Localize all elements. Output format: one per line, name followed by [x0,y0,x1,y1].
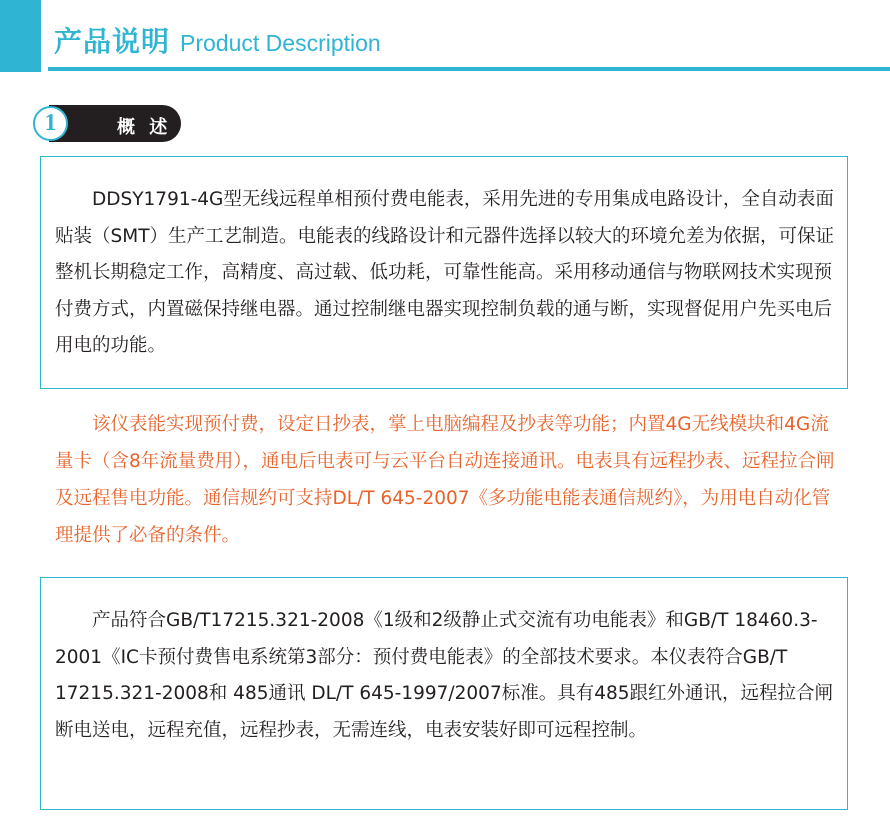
header-divider [48,67,890,71]
page-title [54,20,381,60]
section-label: 概 述 [117,117,172,138]
description-paragraph-highlight: 该仪表能实现预付费，设定日抄表，掌上电脑编程及抄表等功能；内置4G无线模块和4G流量卡（含8年流量费用），通电后电表可与云平台自动连接通讯。电表具有远程抄表、远程拉合闸及远程售电功能。通信规约可支持DL/T 645-2007《多功能电能表通信规约》，为用电自动化管理提供了必备的条件。 [55,414,835,546]
description-paragraph-1: DDSY1791-4G型无线远程单相预付费电能表，采用先进的专用集成电路设计，全自动表面贴装（SMT）生产工艺制造。电能表的线路设计和元器件选择以较大的环境允差为依据，可保证整机长期稳定工作，高精度、高过载、低功耗，可靠性能高。采用移动通信与物联网技术实现预付费方式，内置磁保持继电器。通过控制继电器实现控制负载的通与断，实现督促用户先买电后用电的功能。 [55,189,835,356]
page-title-english: Product Description [180,30,381,56]
header-accent-bar [0,0,41,72]
page-title-chinese: 产品说明 [54,25,171,58]
description-paragraph-3: 产品符合GB/T17215.321-2008《1级和2级静止式交流有功电能表》和GB/T 18460.3-2001《IC卡预付费售电系统第3部分：预付费电能表》的全部技术要求。本仪表符合GB/T 17215.321-2008和 485通讯 DL/T 645-1997/2007标准。具有485跟红外通讯，远程拉合闸断电送电，远程充值，远程抄表，无需连线，电表安装好即可远程控制。 [55,610,834,741]
section-number: 1 [33,106,68,141]
section-header [0,0,890,72]
section-badge-overview [33,105,181,142]
